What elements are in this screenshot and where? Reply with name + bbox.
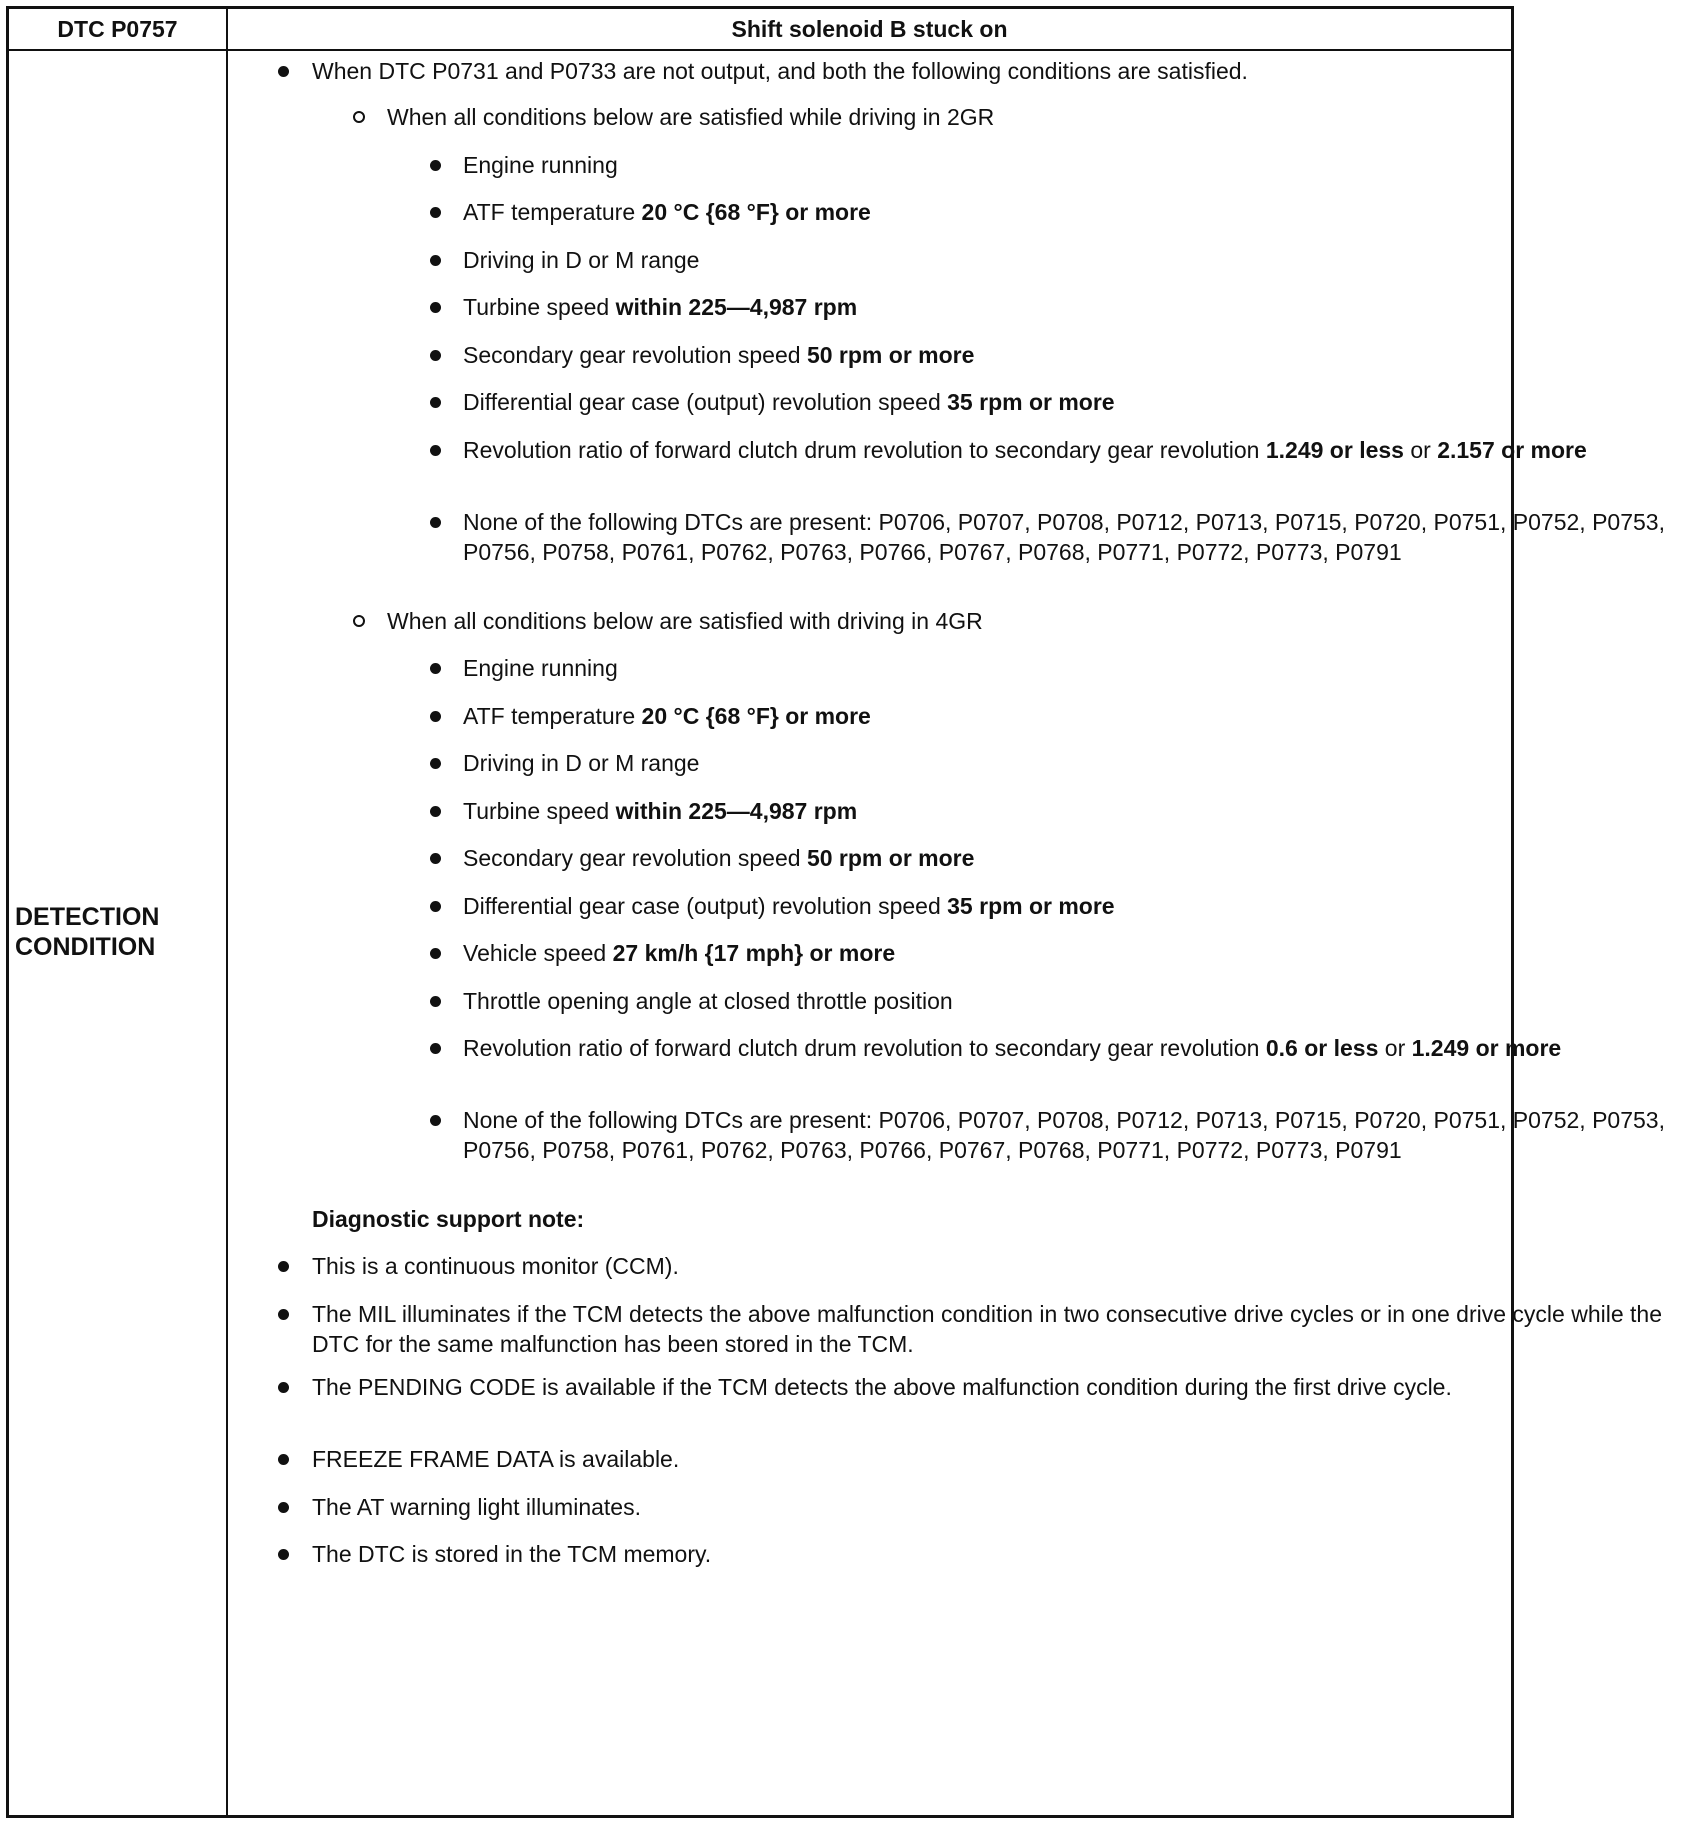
bullet-icon <box>430 445 441 456</box>
bullet-icon <box>430 255 441 266</box>
bullet-icon <box>430 901 441 912</box>
group-4gr-heading: When all conditions below are satisfied with driving in 4GR <box>387 606 1687 636</box>
hollow-bullet-icon <box>353 615 365 627</box>
support-note-heading: Diagnostic support note: <box>312 1206 585 1232</box>
label-line-1: DETECTION <box>15 903 160 931</box>
table-header-row <box>9 9 1511 51</box>
list-item: Secondary gear revolution speed 50 rpm or more <box>463 843 1678 873</box>
intro-item <box>312 56 1692 86</box>
list-item: The PENDING CODE is available if the TCM detects the above malfunction condition during the first drive cycle. <box>312 1372 1692 1402</box>
list-item: Turbine speed within 225—4,987 rpm <box>463 292 1678 322</box>
list-item: Vehicle speed 27 km/h {17 mph} or more <box>463 938 1678 968</box>
group-2gr-heading: When all conditions below are satisfied while driving in 2GR <box>387 102 1687 132</box>
bullet-icon <box>430 948 441 959</box>
bullet-icon <box>278 1309 289 1320</box>
list-item: The AT warning light illuminates. <box>312 1492 1692 1522</box>
bullet-icon <box>430 758 441 769</box>
hollow-bullet-icon <box>353 111 365 123</box>
bullet-icon <box>430 806 441 817</box>
list-item-ratio: Revolution ratio of forward clutch drum revolution to secondary gear revolution 1.249 or less or 2.157 or more <box>463 435 1678 465</box>
list-item: ATF temperature 20 °C {68 °F} or more <box>463 197 1678 227</box>
bullet-icon <box>430 207 441 218</box>
bullet-icon <box>430 711 441 722</box>
dtc-table <box>6 6 1665 1818</box>
detection-condition-label <box>15 49 220 1815</box>
dtc-title-header: Shift solenoid B stuck on <box>731 16 1008 42</box>
list-item: Differential gear case (output) revolution speed 35 rpm or more <box>463 891 1678 921</box>
list-item-dtcs: None of the following DTCs are present: P0706, P0707, P0708, P0712, P0713, P0715, P0720, P0751, P0752, P0753, P0756, P0758, P0761, P0762, P0763, P0766, P0767, P0768, P0771, P0772, P0773, P0791 <box>463 1105 1678 1165</box>
list-item-ratio: Revolution ratio of forward clutch drum revolution to secondary gear revolution 0.6 or less or 1.249 or more <box>463 1033 1678 1063</box>
bullet-icon <box>430 350 441 361</box>
bullet-icon <box>430 663 441 674</box>
list-item: The MIL illuminates if the TCM detects the above malfunction condition in two consecutive drive cycles or in one drive cycle while the DTC for the same malfunction has been stored in the TCM. <box>312 1299 1692 1359</box>
list-item: FREEZE FRAME DATA is available. <box>312 1444 1692 1474</box>
bullet-icon <box>278 1454 289 1465</box>
bullet-icon <box>278 1261 289 1272</box>
list-item: Engine running <box>463 150 1678 180</box>
dtc-code-header: DTC P0757 <box>57 16 178 42</box>
list-item: Driving in D or M range <box>463 245 1678 275</box>
label-line-2: CONDITION <box>15 933 156 961</box>
bullet-icon <box>278 1549 289 1560</box>
intro-text: When DTC P0731 and P0733 are not output, and both the following conditions are satisfied. <box>312 58 1248 84</box>
list-item: Secondary gear revolution speed 50 rpm or more <box>463 340 1678 370</box>
list-item: Engine running <box>463 653 1678 683</box>
bullet-icon <box>430 160 441 171</box>
bullet-icon <box>278 1502 289 1513</box>
list-item: ATF temperature 20 °C {68 °F} or more <box>463 701 1678 731</box>
bullet-icon <box>430 1043 441 1054</box>
list-item: Driving in D or M range <box>463 748 1678 778</box>
list-item: Throttle opening angle at closed throttle position <box>463 986 1678 1016</box>
list-item: The DTC is stored in the TCM memory. <box>312 1539 1692 1569</box>
bullet-icon <box>430 1115 441 1126</box>
bullet-icon <box>430 302 441 313</box>
bullet-icon <box>278 66 289 77</box>
list-item: Turbine speed within 225—4,987 rpm <box>463 796 1678 826</box>
list-item: This is a continuous monitor (CCM). <box>312 1251 1692 1281</box>
list-item-dtcs: None of the following DTCs are present: P0706, P0707, P0708, P0712, P0713, P0715, P0720, P0751, P0752, P0753, P0756, P0758, P0761, P0762, P0763, P0766, P0767, P0768, P0771, P0772, P0773, P0791 <box>463 507 1678 567</box>
bullet-icon <box>430 996 441 1007</box>
bullet-icon <box>430 853 441 864</box>
bullet-icon <box>430 517 441 528</box>
bullet-icon <box>430 397 441 408</box>
list-item: Differential gear case (output) revolution speed 35 rpm or more <box>463 387 1678 417</box>
condition-content <box>228 49 1665 1815</box>
bullet-icon <box>278 1382 289 1393</box>
